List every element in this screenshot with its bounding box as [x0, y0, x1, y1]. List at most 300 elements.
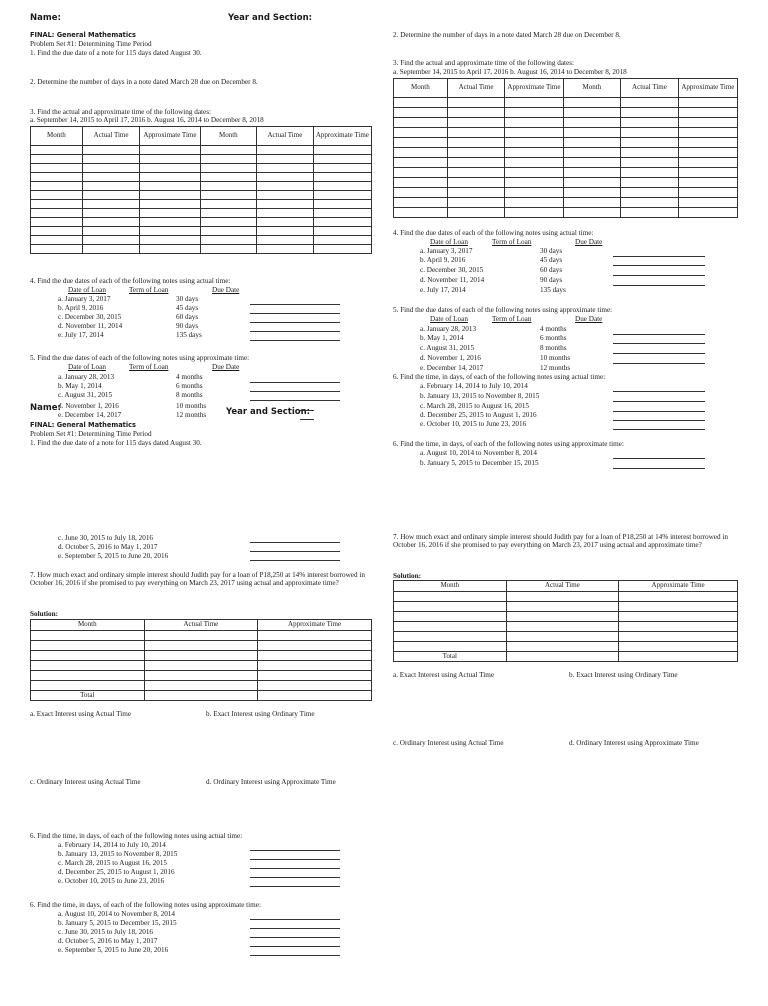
r-q4-h-due: Due Date: [575, 238, 603, 246]
table-cell: [678, 178, 737, 188]
answer-line: [250, 331, 340, 332]
table-cell: [447, 158, 505, 168]
r-q7-solution: Solution:: [393, 572, 421, 580]
table-cell: [82, 191, 140, 200]
table-cell: [621, 198, 679, 208]
table-cell: [505, 138, 563, 148]
table-cell: [505, 98, 563, 108]
q4-h-term: Term of Loan: [129, 286, 169, 294]
table-cell: [82, 245, 140, 254]
q3-table-right: [393, 78, 738, 218]
table-cell: [394, 642, 507, 652]
q4-term-d: 90 days: [176, 322, 199, 330]
q5-h-due: Due Date: [212, 363, 240, 371]
answer-line: [250, 850, 340, 851]
table-cell: [394, 98, 448, 108]
table-cell: [563, 138, 621, 148]
table-cell: [144, 661, 258, 671]
answer-line: [250, 877, 340, 878]
r-q5-h-date: Date of Loan: [430, 315, 468, 323]
q5-row-c: c. August 31, 2015: [58, 391, 113, 399]
table-cell: [31, 191, 83, 200]
q4-term-c: 60 days: [176, 313, 199, 321]
r-q5-row-e: e. December 14, 2017: [420, 364, 484, 372]
answer-line: [250, 304, 340, 305]
table-cell: [31, 182, 83, 191]
table-cell: [563, 208, 621, 218]
table-cell: [140, 200, 200, 209]
table-cell: [200, 209, 257, 218]
table-cell: [82, 155, 140, 164]
table-cell: [140, 245, 200, 254]
q6a-title: 6. Find the time, in days, of each of the following notes using actual time:: [30, 832, 243, 840]
table-cell: [678, 208, 737, 218]
q5-h-date: Date of Loan: [68, 363, 106, 371]
table-cell: [144, 681, 258, 691]
q6b-row-e: e. September 5, 2015 to June 20, 2016: [58, 946, 169, 954]
table-cell: [621, 158, 679, 168]
table-cell: [313, 245, 371, 254]
table-cell: [200, 245, 257, 254]
q2-text: 2. Determine the number of days in a note dated March 28 due on December 8.: [30, 78, 258, 86]
answer-line: [613, 285, 705, 286]
table-cell: [505, 118, 563, 128]
q5-term-d: 10 months: [176, 402, 207, 410]
q5-row-a: a. January 28, 2013: [58, 373, 115, 381]
table-cell: [621, 108, 679, 118]
table-cell: [505, 198, 563, 208]
answer-line: [250, 560, 340, 561]
table-cell: [394, 118, 448, 128]
r-q7-col-actual: Actual Time: [506, 581, 619, 592]
r-q4-term-d: 90 days: [540, 276, 563, 284]
r-q4-row-a: a. January 3, 2017: [420, 247, 473, 255]
table-cell: [257, 236, 314, 245]
r-q5-term-d: 10 months: [540, 354, 571, 362]
q6a-row-c: c. March 28, 2015 to August 16, 2015: [58, 859, 168, 867]
q6b-row-a: a. August 10, 2014 to November 8, 2014: [58, 910, 175, 918]
table-cell: [257, 146, 314, 155]
table-cell: [82, 236, 140, 245]
table-cell: [140, 155, 200, 164]
table-cell: [313, 209, 371, 218]
course-title-2: FINAL: General Mathematics: [30, 421, 136, 429]
table-cell: [140, 173, 200, 182]
r-q5-term-a: 4 months: [540, 325, 567, 333]
r-q6b-row-b: b. January 5, 2015 to December 15, 2015: [420, 459, 539, 467]
table-cell: [505, 158, 563, 168]
table-cell: [394, 128, 448, 138]
table-cell: [257, 200, 314, 209]
table-cell: [394, 168, 448, 178]
answer-line: [613, 391, 705, 392]
year-section-label-2: Year and Section:: [226, 407, 311, 417]
table-cell: [313, 227, 371, 236]
r-q6b-row-a: a. August 10, 2014 to November 8, 2014: [420, 449, 537, 457]
table-cell: [506, 602, 619, 612]
q7-solution: Solution:: [30, 610, 58, 618]
table-cell: [563, 108, 621, 118]
answer-line: [250, 340, 340, 341]
r-q7-d: d. Ordinary Interest using Approximate Time: [569, 739, 699, 747]
r-q4-term-c: 60 days: [540, 266, 563, 274]
q4-row-a: a. January 3, 2017: [58, 295, 111, 303]
table-cell: [394, 632, 507, 642]
table-cell: [257, 227, 314, 236]
table-cell: [140, 191, 200, 200]
table-cell: [313, 236, 371, 245]
table-cell: [505, 168, 563, 178]
name-label: Name:: [30, 13, 61, 23]
q7-b: b. Exact Interest using Ordinary Time: [206, 710, 315, 718]
table-cell: [31, 218, 83, 227]
r-q7-col-month: Month: [394, 581, 507, 592]
r-q7-c: c. Ordinary Interest using Actual Time: [393, 739, 504, 747]
table-cell: [678, 128, 737, 138]
q4-row-e: e. July 17, 2014: [58, 331, 104, 339]
col-actual: Actual Time: [82, 127, 140, 146]
table-cell: [258, 651, 372, 661]
answer-line: [613, 275, 705, 276]
r-col-month: Month: [394, 79, 448, 98]
table-cell: [447, 138, 505, 148]
answer-line: [250, 322, 340, 323]
r-q6a-row-a: a. February 14, 2014 to July 10, 2014: [420, 382, 528, 390]
table-cell: [144, 641, 258, 651]
q1-text-2: 1. Find the due date of a note for 115 days dated August 30.: [30, 439, 202, 447]
answer-line: [300, 419, 314, 420]
table-cell: [506, 592, 619, 602]
table-cell: [257, 164, 314, 173]
r-q5-term-b: 6 months: [540, 334, 567, 342]
q4-term-e: 135 days: [176, 331, 202, 339]
table-cell: [678, 148, 737, 158]
table-cell: [200, 182, 257, 191]
table-cell: [257, 191, 314, 200]
answer-line: [250, 946, 340, 947]
r-q4-row-e: e. July 17, 2014: [420, 286, 466, 294]
table-cell: [258, 691, 372, 701]
table-cell: [619, 612, 738, 622]
table-cell: [31, 173, 83, 182]
table-cell: [31, 661, 145, 671]
table-cell: [678, 108, 737, 118]
q6a-row-b: b. January 13, 2015 to November 8, 2015: [58, 850, 178, 858]
table-cell: [394, 178, 448, 188]
table-cell: [505, 178, 563, 188]
r-q6a-row-b: b. January 13, 2015 to November 8, 2015: [420, 392, 540, 400]
table-cell: [313, 191, 371, 200]
table-cell: [144, 691, 258, 701]
answer-line: [250, 928, 340, 929]
table-cell: [394, 602, 507, 612]
r-q5-row-a: a. January 28, 2013: [420, 325, 477, 333]
table-cell: [506, 652, 619, 662]
r-q3-title: 3. Find the actual and approximate time of the following dates:: [393, 59, 575, 67]
table-cell: [394, 138, 448, 148]
answer-line: [613, 420, 705, 421]
name-label-2: Name:: [30, 403, 61, 413]
table-cell: [82, 164, 140, 173]
r-q6a-row-e: e. October 10, 2015 to June 23, 2016: [420, 420, 527, 428]
table-cell: [506, 642, 619, 652]
table-cell: [144, 671, 258, 681]
table-cell: [140, 182, 200, 191]
r-q5-term-c: 8 months: [540, 344, 567, 352]
table-cell: [394, 208, 448, 218]
table-cell: [200, 173, 257, 182]
answer-line: [250, 382, 340, 383]
course-title: FINAL: General Mathematics: [30, 31, 136, 39]
answer-line: [613, 411, 705, 412]
table-cell: [621, 138, 679, 148]
q5-row-e: e. December 14, 2017: [58, 411, 122, 419]
table-cell: [447, 178, 505, 188]
table-cell: [621, 208, 679, 218]
table-cell: [563, 178, 621, 188]
r-q5-h-due: Due Date: [575, 315, 603, 323]
table-cell: [447, 108, 505, 118]
answer-line: [613, 256, 705, 257]
q4-term-b: 45 days: [176, 304, 199, 312]
table-cell: [140, 209, 200, 218]
table-cell: [621, 128, 679, 138]
q7-table-right: [393, 580, 738, 662]
table-cell: [447, 148, 505, 158]
q7-a: a. Exact Interest using Actual Time: [30, 710, 132, 718]
table-cell: [31, 164, 83, 173]
r-q3-dates: a. September 14, 2015 to April 17, 2016 b. August 16, 2014 to December 8, 2018: [393, 68, 627, 76]
q7-total: Total: [31, 691, 145, 701]
table-cell: [619, 602, 738, 612]
q6a-row-a: a. February 14, 2014 to July 10, 2014: [58, 841, 166, 849]
answer-line: [250, 937, 340, 938]
q4-title: 4. Find the due dates of each of the following notes using actual time:: [30, 277, 231, 285]
table-cell: [82, 182, 140, 191]
table-cell: [144, 651, 258, 661]
table-cell: [200, 191, 257, 200]
q3-table-left: [30, 126, 372, 254]
table-cell: [505, 148, 563, 158]
table-cell: [619, 632, 738, 642]
answer-line: [300, 410, 314, 411]
table-cell: [31, 200, 83, 209]
table-cell: [447, 118, 505, 128]
table-cell: [313, 200, 371, 209]
table-cell: [257, 173, 314, 182]
q6b-row-b: b. January 5, 2015 to December 15, 2015: [58, 919, 177, 927]
table-cell: [678, 168, 737, 178]
answer-line: [613, 265, 705, 266]
table-cell: [200, 200, 257, 209]
table-cell: [563, 198, 621, 208]
answer-line: [613, 468, 705, 469]
table-cell: [200, 227, 257, 236]
q7-col-actual: Actual Time: [144, 620, 258, 631]
table-cell: [506, 632, 619, 642]
r-q2-text: 2. Determine the number of days in a note dated March 28 due on December 8.: [393, 31, 621, 39]
q4-h-date: Date of Loan: [68, 286, 106, 294]
answer-line: [250, 313, 340, 314]
table-cell: [563, 168, 621, 178]
table-cell: [394, 188, 448, 198]
answer-line: [250, 868, 340, 869]
answer-line: [250, 955, 340, 956]
table-cell: [394, 158, 448, 168]
q6b-title: 6. Find the time, in days, of each of the following notes using approximate time:: [30, 901, 261, 909]
r-q6b-title: 6. Find the time, in days, of each of the following notes using approximate time:: [393, 440, 624, 448]
table-cell: [394, 148, 448, 158]
q5-row-b: b. May 1, 2014: [58, 382, 102, 390]
r-col-actual-2: Actual Time: [621, 79, 679, 98]
q5-term-c: 8 months: [176, 391, 203, 399]
answer-line: [250, 391, 340, 392]
q4-row-b: b. April 9, 2016: [58, 304, 104, 312]
table-cell: [82, 218, 140, 227]
table-cell: [258, 681, 372, 691]
r-q7-col-approx: Approximate Time: [619, 581, 738, 592]
r-q4-h-term: Term of Loan: [492, 238, 532, 246]
table-cell: [200, 218, 257, 227]
table-cell: [563, 158, 621, 168]
table-cell: [678, 198, 737, 208]
col-approx-2: Approximate Time: [313, 127, 371, 146]
q7-table-left: [30, 619, 372, 701]
q6b-row-c: c. June 30, 2015 to July 18, 2016: [58, 928, 154, 936]
table-cell: [200, 155, 257, 164]
q6a-row-d: d. December 25, 2015 to August 1, 2016: [58, 868, 175, 876]
table-cell: [31, 641, 145, 651]
q5-term-b: 6 months: [176, 382, 203, 390]
table-cell: [563, 188, 621, 198]
r-q5-row-c: c. August 31, 2015: [420, 344, 475, 352]
table-cell: [31, 146, 83, 155]
table-cell: [257, 182, 314, 191]
table-cell: [563, 148, 621, 158]
table-cell: [447, 198, 505, 208]
problem-set-title-2: Problem Set #1: Determining Time Period: [30, 430, 152, 438]
col-month-2: Month: [200, 127, 257, 146]
table-cell: [621, 148, 679, 158]
q5-row-d: d. November 1, 2016: [58, 402, 119, 410]
r-q4-row-b: b. April 9, 2016: [420, 256, 466, 264]
q5-term-a: 4 months: [176, 373, 203, 381]
r-q4-row-d: d. November 11, 2014: [420, 276, 485, 284]
r-q5-h-term: Term of Loan: [492, 315, 532, 323]
table-cell: [31, 681, 145, 691]
table-cell: [31, 155, 83, 164]
table-cell: [394, 198, 448, 208]
q6b-cont-d: d. October 5, 2016 to May 1, 2017: [58, 543, 158, 551]
table-cell: [31, 236, 83, 245]
answer-line: [613, 343, 705, 344]
table-cell: [621, 188, 679, 198]
q7-d: d. Ordinary Interest using Approximate Time: [206, 778, 336, 786]
answer-line: [613, 429, 705, 430]
year-section-label: Year and Section:: [228, 13, 313, 23]
table-cell: [678, 138, 737, 148]
r-q7-b: b. Exact Interest using Ordinary Time: [569, 671, 678, 679]
table-cell: [563, 98, 621, 108]
answer-line: [613, 334, 705, 335]
r-q7-total: Total: [394, 652, 507, 662]
answer-line: [613, 353, 705, 354]
problem-set-title: Problem Set #1: Determining Time Period: [30, 40, 152, 48]
q1-text: 1. Find the due date of a note for 115 days dated August 30.: [30, 49, 202, 57]
table-cell: [447, 98, 505, 108]
table-cell: [506, 622, 619, 632]
table-cell: [31, 631, 145, 641]
answer-line: [250, 859, 340, 860]
table-cell: [313, 182, 371, 191]
q7-col-approx: Approximate Time: [258, 620, 372, 631]
q4-h-due: Due Date: [212, 286, 240, 294]
table-cell: [258, 631, 372, 641]
table-cell: [621, 118, 679, 128]
table-cell: [619, 642, 738, 652]
r-q4-term-b: 45 days: [540, 256, 563, 264]
table-cell: [140, 218, 200, 227]
r-col-approx: Approximate Time: [505, 79, 563, 98]
table-cell: [31, 671, 145, 681]
table-cell: [140, 146, 200, 155]
table-cell: [505, 208, 563, 218]
table-cell: [678, 98, 737, 108]
table-cell: [257, 218, 314, 227]
r-q7-text: 7. How much exact and ordinary simple interest should Judith pay for a loan of P18,250 at 14% interest borrowed in October 16, 2016 if she promised to pay everything on March 23, 2017 using actual and approximate time?: [393, 533, 728, 550]
table-cell: [258, 641, 372, 651]
answer-line: [250, 400, 340, 401]
answer-line: [613, 363, 705, 364]
q7-col-month: Month: [31, 620, 145, 631]
q7-c: c. Ordinary Interest using Actual Time: [30, 778, 141, 786]
table-cell: [313, 155, 371, 164]
table-cell: [82, 209, 140, 218]
table-cell: [447, 188, 505, 198]
r-q4-term-e: 135 days: [540, 286, 566, 294]
table-cell: [678, 158, 737, 168]
table-cell: [621, 98, 679, 108]
table-cell: [506, 612, 619, 622]
table-cell: [394, 592, 507, 602]
table-cell: [31, 651, 145, 661]
q6a-row-e: e. October 10, 2015 to June 23, 2016: [58, 877, 165, 885]
r-q4-row-c: c. December 30, 2015: [420, 266, 484, 274]
table-cell: [82, 200, 140, 209]
table-cell: [621, 178, 679, 188]
q7-text: 7. How much exact and ordinary simple interest should Judith pay for a loan of P18,250 at 14% interest borrowed in October 16, 2016 if she promised to pay everything on March 23, 2017 using actual and approximate time?: [30, 571, 365, 588]
table-cell: [619, 652, 738, 662]
answer-line: [250, 542, 340, 543]
table-cell: [140, 236, 200, 245]
table-cell: [619, 622, 738, 632]
r-q5-row-b: b. May 1, 2014: [420, 334, 464, 342]
q5-h-term: Term of Loan: [129, 363, 169, 371]
table-cell: [31, 227, 83, 236]
table-cell: [505, 128, 563, 138]
table-cell: [621, 168, 679, 178]
q6b-cont-c: c. June 30, 2015 to July 18, 2016: [58, 534, 154, 542]
table-cell: [313, 218, 371, 227]
q3-dates: a. September 14, 2015 to April 17, 2016 b. August 16, 2014 to December 8, 2018: [30, 116, 264, 124]
table-cell: [82, 227, 140, 236]
table-cell: [82, 173, 140, 182]
table-cell: [257, 245, 314, 254]
table-cell: [140, 227, 200, 236]
table-cell: [82, 146, 140, 155]
table-cell: [313, 146, 371, 155]
table-cell: [394, 612, 507, 622]
